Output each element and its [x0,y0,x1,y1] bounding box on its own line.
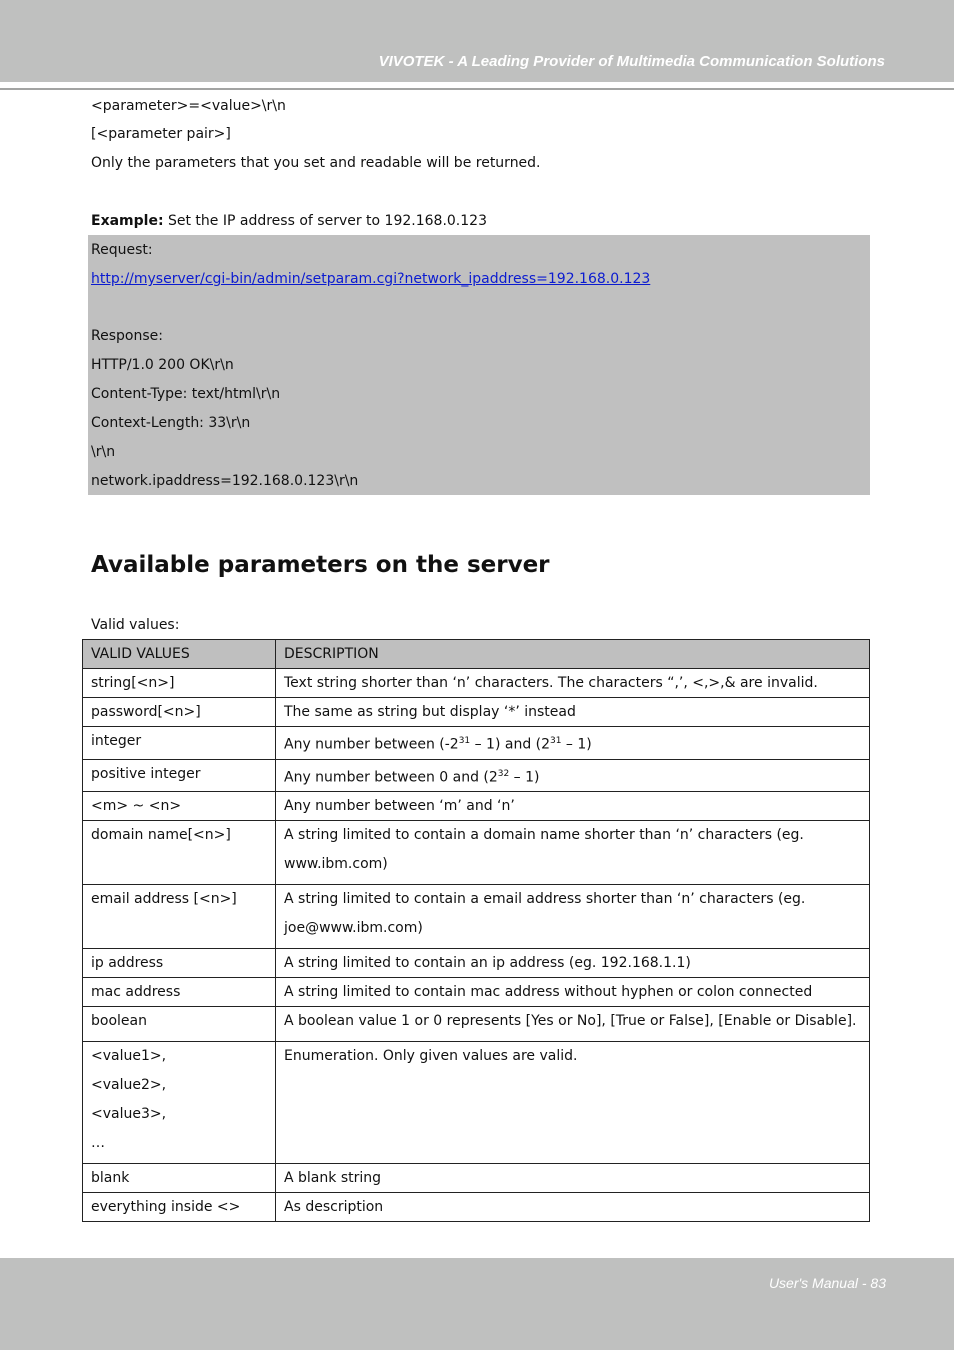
table-header-cell: DESCRIPTION [276,640,870,669]
section-title: Available parameters on the server [91,552,550,578]
table-cell-value: email address [<n>] [83,885,276,949]
enum-value-line: <value1>, [91,1048,167,1065]
table-cell-desc [276,727,870,760]
request-url-link[interactable]: http://myserver/cgi-bin/admin/setparam.cgi?network_ipaddress=192.168.0.123 [91,271,651,287]
table-cell-value: blank [83,1164,276,1193]
example-label: Example: [91,213,164,229]
exponent: 31 [458,736,471,746]
response-line: HTTP/1.0 200 OK\r\n [91,357,234,373]
table-cell-desc [276,759,870,792]
enum-value-line: … [91,1135,105,1152]
table-cell-desc: As description [276,1193,870,1222]
response-line: Context-Length: 33\r\n [91,415,251,431]
enum-value-line: <value3>, [91,1106,167,1123]
page-header [0,0,954,82]
header-title: VIVOTEK - A Leading Provider of Multimedia Communication Solutions [378,53,885,70]
table-cell-desc: Text string shorter than ‘n’ characters. The characters “,’, <,>,& are invalid. [276,669,870,698]
table-row [83,1042,870,1164]
response-line: network.ipaddress=192.168.0.123\r\n [91,473,359,489]
table-cell-value: everything inside <> [83,1193,276,1222]
table-cell-value: positive integer [83,759,276,792]
example-text: Set the IP address of server to 192.168.0.123 [163,213,487,229]
valid-values-table [82,639,870,1222]
header-divider [0,88,954,90]
table-row [83,759,870,792]
enum-value-line: <value2>, [91,1077,167,1094]
table-cell-desc: Enumeration. Only given values are valid. [276,1042,870,1164]
table-cell-desc: A string limited to contain mac address without hyphen or colon connected [276,978,870,1007]
example-line [91,212,487,230]
intro-line-2: [<parameter pair>] [91,126,231,142]
request-label: Request: [91,242,153,258]
intro-line-3: Only the parameters that you set and readable will be returned. [91,155,541,171]
table-cell-desc: The same as string but display ‘*’ instead [276,698,870,727]
table-cell-value [83,1042,276,1164]
table-row [83,1164,870,1193]
table-row [83,949,870,978]
table-row [83,978,870,1007]
desc-part: – 1) and (2 [470,736,551,753]
page-number: User's Manual - 83 [768,1275,886,1291]
exponent: 32 [497,768,510,779]
table-row [83,792,870,821]
table-cell-desc: A string limited to contain a domain name shorter than ‘n’ characters (eg. www.ibm.com) [276,821,870,885]
table-header-cell: VALID VALUES [83,640,276,669]
table-cell-desc: A boolean value 1 or 0 represents [Yes or No], [True or False], [Enable or Disable]. [276,1007,870,1042]
response-line: Content-Type: text/html\r\n [91,386,281,402]
response-line: \r\n [91,444,116,460]
response-label: Response: [91,328,163,344]
desc-part: – 1) [509,769,540,786]
table-row [83,885,870,949]
table-row [83,1193,870,1222]
desc-part: – 1) [561,736,592,753]
table-cell-desc: A string limited to contain an ip address (eg. 192.168.1.1) [276,949,870,978]
table-cell-value: integer [83,727,276,760]
table-cell-value: password[<n>] [83,698,276,727]
table-row [83,727,870,760]
desc-part: Any number between (-2 [284,736,459,753]
section-subtitle: Valid values: [91,617,180,633]
table-cell-value: domain name[<n>] [83,821,276,885]
table-cell-value: mac address [83,978,276,1007]
table-row [83,1007,870,1042]
table-row [83,669,870,698]
table-cell-value: ip address [83,949,276,978]
desc-part: Any number between 0 and (2 [284,769,498,786]
page-footer [0,1258,954,1350]
exponent: 31 [550,736,562,746]
table-cell-value: string[<n>] [83,669,276,698]
table-cell-desc: A string limited to contain a email address shorter than ‘n’ characters (eg. joe@www.ibm.com) [276,885,870,949]
table-cell-desc: Any number between ‘m’ and ‘n’ [276,792,870,821]
table-row [83,821,870,885]
table-cell-value: boolean [83,1007,276,1042]
table-cell-desc: A blank string [276,1164,870,1193]
table-cell-value: <m> ~ <n> [83,792,276,821]
intro-line-1: <parameter>=<value>\r\n [91,98,286,114]
table-header-row [83,640,870,669]
table-row [83,698,870,727]
